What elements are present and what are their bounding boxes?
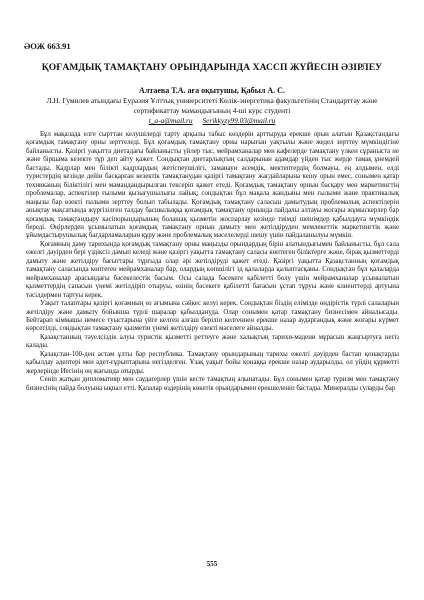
email-link-1[interactable]: t_a-a@mail.ru (148, 116, 193, 125)
paragraph: Бұл мақалада елге сырттан келушілерді тарту арқылы табыс көздерін арттыруда ерекше орын алатын Қазақстандағы қоғамдық тамақтану орны зерттеледі. Бұл қоғамдық тамақтану орны нарығын уақтылы және жедел зерттеу мүмкіндігіне байланысты. Қазіргі уақытта диетадағы байланысты үйлер тыс, мейрамханалар мен кафелерде тамақтану үлкен сұраныста не және біршама кезекте тұр деп айту қажет. Сондықтан диетарлықтың салдарынан адамдар үйден тыс жерде тамақ ұнемдей бастады. Кадрлар мен білікті кадрлардың жетіспеушілігі, заманауи әсемдік, мектептердің болмауы, ең алдымен, елді туристердің кезінде дейін басқарған кезектік тамақтанудан қазіргі тамақтану жағдайларына кешу орын емес, сонымен қатар техниканың біліктілігі мен мамандандырылған тексеріп қажет етеді. Қоғамдық тамақтану орнын басқару мен маркетингтің проблемалар, аспектілер ғылыми қызығушылығы лайық; сондықтан бұл мақала жандыны мен ғылыми және практикалық маңызы бар өзекті ғылыми зерттеу болып табылады. Қоғамдық тамақтану саласын дамытудың проблемалық аспектілерін анықтау мақсатында жүргізілген талдау басшылыққа қоғамдық тамақтану орнында пайдалы алтауы жоғары жұмыскерлер бар қоғамдық тамақтандыру кәсіпорындарының болашақ қызметін жоспарлау кезінде тиімді шешімдер қабылдауға мүмкіндік береді. Өңірлерден ұсынылатын қоғамдық тамақтану орнын дамыту мен жетілдіруден мемлекеттік маркетингтік және ұйымдастырушылық бағдарламаларын құру және проблемалық мәселелерді шешу үшін пайдаланылуы мүмкін. (26, 131, 399, 240)
author-emails (0, 116, 424, 125)
page-number: 555 (206, 560, 218, 568)
udk-code: ӘОЖ 663.91 (24, 41, 71, 51)
paragraph: Қазақстанның тәуелсіздік алуы туристік қызметті реттеуге және халықтың тарихи-мәдени мұрасын жаңғыртуға негіз қалады. (26, 333, 399, 350)
paragraph: Қоғамның даму тарихында қоғамдық тамақтану орны маңызды орындардың бірін алатындығымен байланысты, бұл сала ежелгі дәуірден бері үздіксіз дамып келеді және қазіргі уақытта тамақтану саласы көптеген біліктерге және, бірақ қызметтерді дамыту және жетілдіру бағыттары тұрғыда олар әрі жетілдіруді қажет етеді. Қазіргі уақытта Қазақстанның қоғамдық тамақтану саласында көптеген мейрамханалар бар, олардың көпшілігі зд қалаларда қалыптасқаны. Сондықтан бұл қалаларда мейрамханалар арасындағы бәсекелестік басым. Осы салада бәсекеге қабілетті болу үшін мейрамханалар ұсынылатын қызметтердің сапасын үнемі жетілдіріп отыруы, өзінің бәсекеге қабілетті бағасын ұстап тұруы және клиенттерді артуына тәсілдермен тартуы керек. (26, 240, 399, 299)
paragraph: Қазақстан-100-ден астам ұлты бар республика. Тамақтану орындарының тарихы ежелгі дәуірден бастап қонақтарды қабылдау әдептері мен әдет-ғұрыптарына негізделген. Ұзақ уақыт бойы қонаққа ерекше назар аударылды, ол үйдің құрметті жерлерінде Иесінің оң жағында отырды. (26, 350, 399, 375)
paragraph: Сеніп жатқан дипломатияр мен саудагерлер үшін кесте тамақтың алынатады. Бұл сонымен қатар туризм мен тамақтану бизнесінің пайда болуына ықпал етті. Қалалар өздерінің көкетік орындарымен ерекшеленіп бастады. Минералды суларды бар (26, 376, 399, 392)
authors: Алтаева Т.А. аға оқытушы, Қабыл А. С. (139, 86, 285, 95)
affiliation: Л.Н. Гумилев атындағы Еуразия Ұлттық университеті Көлік-энергетика факультетінің Стандарттау және сертификаттау мамандығының 4-ші курс студенті (46, 96, 378, 115)
paper-title: ҚОҒАМДЫҚ ТАМАҚТАНУ ОРЫНДАРЫНДА ХАССП ЖҮЙЕСІН ӘЗІРЛЕУ (41, 63, 383, 73)
paragraph: Уақыт талаптары қазіргі қоғамның өз ағымына сәйкес келуі керек. Сондықтан біздің елімізде өндірістік түрлі салаларын жетілдіру және дамыту бойынша түрлі шаралар қабылдануда. Олар сонымен қатар тамақтану бизнесімен айналысады. Бейтарап кіммашы немесе туыстарына үйге келген алғаш беріліп келгеннен ерекше назар аударғандық және жоғары күрмет көрсетілді, сондықтан тамақтану қызметін үнемі жетілдіру өзекті мәселеге айналды. (26, 300, 399, 333)
article-body (26, 131, 399, 393)
email-link-2[interactable]: Serikkyzy99.03@mail.ru (202, 116, 276, 125)
